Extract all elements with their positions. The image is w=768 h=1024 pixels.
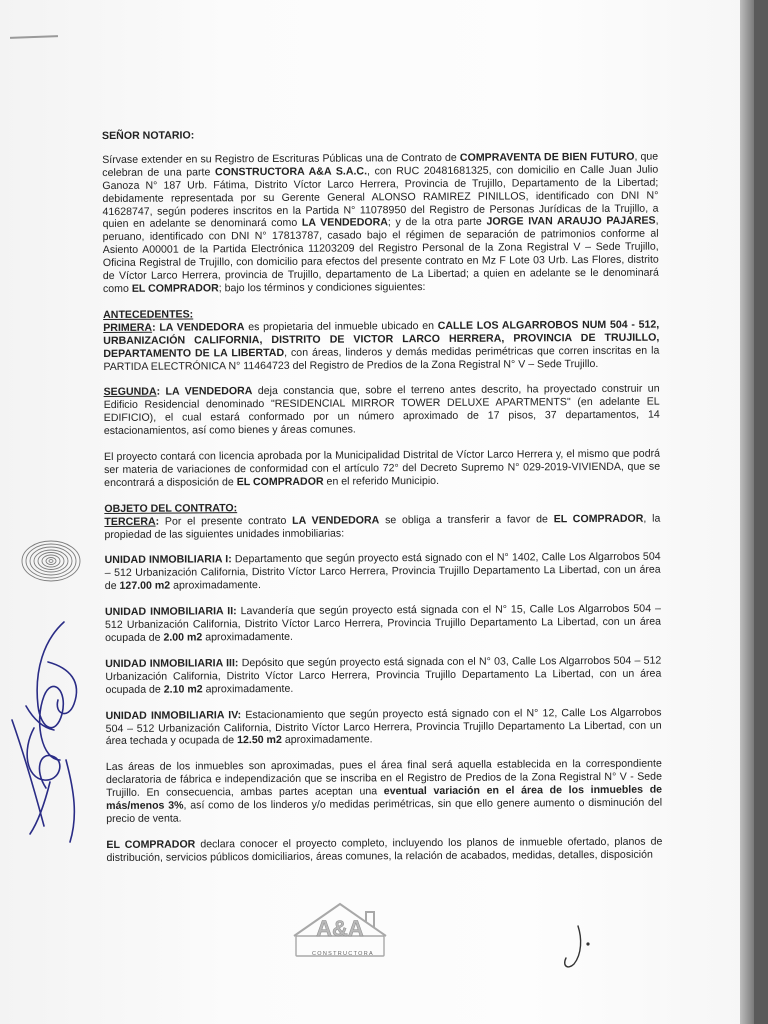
logo-subtitle: CONSTRUCTORA	[312, 951, 374, 957]
document-body	[102, 127, 662, 865]
unidad-item: UNIDAD INMOBILIARIA II: Lavandería que según proyecto está signada con el N° 15, Calle Los Algarrobos 504 – 512 Urbanización California, Distrito Víctor Larco Herrera, Provincia Trujillo Departamento La Libertad, con un área ocupada de 2.00 m2 aproximadamente.	[104, 602, 662, 644]
initial-icon	[556, 918, 600, 974]
areas-paragraph: Las áreas de los inmuebles son aproximadas, pues el área final será aquella establecida en la correspondiente declaratoria de fábrica e independización que se inscriba en el Registro de Predios de la Zona Registral N° V - Sede Trujillo. En consecuencia, ambas partes aceptan una eventual variación en el área de los inmuebles de más/menos 3%, así como de los linderos y/o medidas perimétricas, sin que ello genere aumento o disminución del precio de venta.	[105, 757, 663, 825]
fingerprint-icon	[20, 538, 82, 584]
document-heading: SEÑOR NOTARIO:	[102, 129, 195, 142]
unidad-item: UNIDAD INMOBILIARIA III: Depósito que según proyecto está signada con el N° 03, Calle Los Algarrobos 504 – 512 Urbanización California, Distrito Víctor Larco Herrera, Provincia Trujillo Departamento La Libertad, con un área ocupada de 2.10 m2 aproximadamente.	[105, 654, 662, 696]
unidad-item: UNIDAD INMOBILIARIA IV: Estacionamiento que según proyecto está signado con el N° 12, Calle Los Algarrobos 504 – 512 Urbanización California, Distrito Víctor Larco Herrera, Provincia Trujillo Departamento La Libertad, con un área techada y ocupada de 12.50 m2 aproximadamente.	[105, 706, 662, 748]
objeto-title: OBJETO DEL CONTRATO:	[104, 501, 238, 515]
clause-tercera: TERCERA: Por el presente contrato LA VENDEDORA se obliga a transferir a favor de EL COMPRADOR, la propiedad de las siguientes unidades inmobiliarias:	[104, 512, 661, 541]
proyecto-paragraph: El proyecto contará con licencia aprobada por la Municipalidad Distrital de Víctor Larco Herrera y, el mismo que podrá ser materia de variaciones de conformidad con el artículo 72° del Decreto Supremo N° 029-2019-VIVIENDA, que se encontrará a disposición de EL COMPRADOR en el referido Municipio.	[103, 447, 661, 489]
clause-segunda: SEGUNDA: LA VENDEDORA deja constancia que, sobre el terreno antes descrito, ha proyectado construir un Edificio Residencial denominado "RESIDENCIAL MIRROR TOWER DELUXE APARTMENTS" (en adelante EL EDIFICIO), el cual estará conformado por un número aproximado de 17 pisos, 37 departamentos, 14 estacionamientos, así como bienes y áreas comunes.	[103, 383, 660, 438]
unidad-item: UNIDAD INMOBILIARIA I: Departamento que según proyecto está signado con el N° 1402, Calle Los Algarrobos 504 – 512 Urbanización California, Distrito Víctor Larco Herrera, Provincia Trujillo Departamento La Libertad, con un área de 127.00 m2 aproximadamente.	[104, 551, 661, 593]
clause-primera: PRIMERA: LA VENDEDORA es propietaria del inmueble ubicado en CALLE LOS ALGARROBOS NUM 504 - 512, URBANIZACIÓN CALIFORNIA, DISTRITO DE VICTOR LARCO HERRERA, PROVINCIA DE TRUJILLO, DEPARTAMENTO DE LA LIBERTAD, con áreas, linderos y demás medidas perimétricas que corren inscritas en la PARTIDA ELECTRÓNICA N° 11464723 del Registro de Predios de la Zona Registral N° V – Sede Trujillo.	[103, 318, 660, 373]
page-mark	[10, 35, 58, 39]
signature-icon	[4, 610, 100, 850]
comprador-paragraph: EL COMPRADOR declara conocer el proyecto completo, incluyendo los planos de inmueble ofertado, planos de distribución, servicios públicos domiciliarios, áreas comunes, la relación de acabados, medidas, detalles, disposición	[106, 835, 663, 864]
antecedentes-title: ANTECEDENTES:	[103, 308, 194, 321]
intro-paragraph: Sírvase extender en su Registro de Escrituras Públicas una de Contrato de COMPRAVENTA DE BIEN FUTURO, que celebran de una parte CONSTRUCTORA A&A S.A.C., con RUC 20481681325, con domicilio en Calle Juan Julio Ganoza N° 187 Urb. Fátima, Distrito Víctor Larco Herrera, Provincia de Trujillo, Departamento de la Libertad; debidamente representada por su Gerente General ALONSO RAMIREZ PINILLOS, identificado con DNI N° 41628747, según poderes inscritos en la Partida N° 11078950 del Registro de Personas Jurídicas de la Trujillo, a quien en adelante se denominará como LA VENDEDORA; y de la otra parte JORGE IVAN ARAUJO PAJARES, peruano, identificado con DNI N° 17813787, casado bajo el régimen de separación de patrimonios conforme al Asiento A00001 de la Partida Electrónica 11203209 del Registro Personal de la Zona Registral V – Sede Trujillo, Oficina Registral de Trujillo, con domicilio para efectos del presente contrato en Mz F Lote 03 Urb. Las Flores, distrito de Víctor Larco Herrera, provincia de Trujillo, departamento de La Libertad; a quien en adelante se le denominará como EL COMPRADOR; bajo los términos y condiciones siguientes:	[102, 150, 659, 295]
company-logo	[284, 896, 396, 968]
logo-text: A&A	[316, 916, 364, 941]
page-edge	[740, 0, 754, 1024]
